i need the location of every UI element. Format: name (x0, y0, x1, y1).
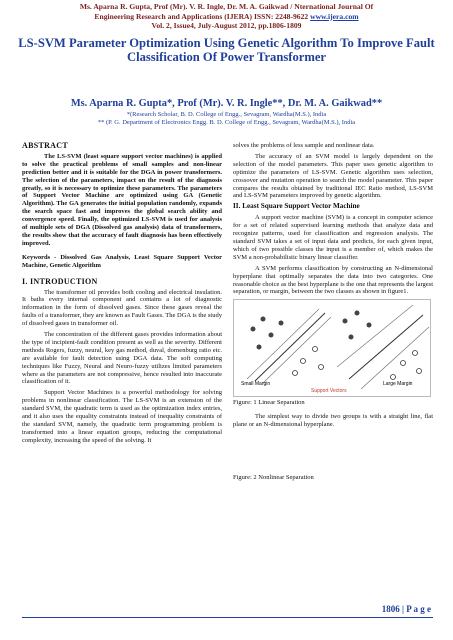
abstract-text: The LS-SVM (least square support vector machines) is applied to solve the practical problems of small samples and non-linear prediction better and it is suitable for the DGA in power transformers. The selection of the parameters, impact on the result of the diagnosis greatly, so it is necessary to optimize these parameters. The parameters of Support Vector Machine are optimized using GA (Genetic Algorithm). The GA generates the initial population randomly, expands the search space fast and improves the global search ability and convergence speed. Finally, the optimized LS-SVM is used for analysis of multiple sets of DGA (Dissolved gas analysis) data of transformers, the results show that the accuracy of fault diagnosis has been effectively improved. (22, 152, 222, 247)
data-point (349, 335, 354, 340)
right-paragraph-0: solves the problems of less sample and nonlinear data. (233, 142, 375, 149)
data-point (391, 375, 396, 380)
right-paragraph-4: The simplest way to divide two groups is with a straight line, flat plane or an N-dimensional hyperplane. (233, 413, 433, 429)
footer-rule (22, 617, 433, 618)
header-line-2 (10, 12, 443, 22)
right-paragraph-3: A SVM performs classification by constructing an N-dimensional hyperplane that optimally separates the data into two categories. One reasonable choice as the best hyperplane is the one that represents the largest separation, or margin, between the two classes as shown in figure1. (233, 264, 433, 296)
affiliation-1: *(Research Scholar, B. D. College of Engg., Sevagram, Wardha(M.S.), India (126, 111, 327, 118)
affiliation-2: ** (P. G. Department of Electronics Engg. B. D. College of Engg., Sevagram, Wardha(M.S.), India (97, 119, 356, 126)
intro-paragraph-1: The transformer oil provides both cooling and electrical insulation. It baths every internal component and contains a lot of diagnostic information in the form of dissolved gases. Since these gases reveal the faults of a transformer, they are known as Fault Gases. The DGA is the study of dissolved gases in transformer oil. (22, 288, 222, 328)
data-point (269, 333, 274, 338)
data-point (261, 317, 266, 322)
linear-separation-diagram (233, 299, 431, 397)
data-point (279, 321, 284, 326)
abstract-heading: ABSTRACT (22, 141, 68, 150)
intro-heading: I. INTRODUCTION (22, 276, 98, 286)
data-point (343, 319, 348, 324)
journal-header (10, 2, 443, 31)
data-point (355, 311, 360, 316)
figure-2-caption: Figure: 2 Nonlinear Separation (233, 474, 314, 482)
data-point (367, 323, 372, 328)
data-point (319, 365, 324, 370)
header-line-1: Ms. Aparna R. Gupta, Prof (Mr). V. R. Ingle, Dr. M. A. Gaikwad / Nternational Journal Of (79, 2, 374, 11)
keywords: Keywords - Dissolved Gas Analysis, Least Square Support Vector Machine, Genetic Algorithm (22, 253, 222, 269)
journal-link[interactable]: www.ijera.com (310, 11, 359, 21)
data-point (401, 361, 406, 366)
small-margin-label: Small Margin (241, 381, 271, 388)
author-list: Ms. Aparna R. Gupta*, Prof (Mr). V. R. Ingle**, Dr. M. A. Gaikwad** (70, 98, 383, 109)
paper-title: LS-SVM Parameter Optimization Using Genetic Algorithm To Improve Fault Classification Of Power Transformer (18, 36, 435, 64)
data-point (417, 369, 422, 374)
figure-linear-separation (233, 299, 431, 397)
data-point (257, 345, 262, 350)
affiliations (10, 111, 443, 127)
support-vectors-label: Support Vectors (311, 388, 347, 395)
right-paragraph-2: A support vector machine (SVM) is a concept in computer science for a set of related supervised learning methods that analyze data and recognize patterns, used for classification and regression analysis. The standard SVM takes a set of input data and predicts, for each given input, which of two possible classes the input is a member of, which makes the SVM a non-probabilistic binary linear classifier. (233, 214, 433, 261)
left-column (22, 142, 222, 448)
data-point (293, 371, 298, 376)
data-point (251, 327, 256, 332)
intro-paragraph-2: The concentration of the different gases provides information about the type of incipient-fault condition present as well as the severity. Different methods Rogers, fuzzy, neural, key gas method, duval, dornenburg ratio etc. are available for fault detection using DGA data. The soft computing techniques like Fuzzy, Neural and Neuro-fuzzy utilizes limited parameters where as the parameters are not compressive, hence resulted into inaccurate classification of it. (22, 331, 222, 386)
header-issn: Engineering Research and Applications (IJERA) ISSN: 2248-9622 (94, 11, 309, 21)
data-point (413, 351, 418, 356)
data-point (313, 347, 318, 352)
right-paragraph-1: The accuracy of an SVM model is largely dependent on the selection of the model parameters. This paper uses genetic algorithm to optimize the parameters of LS-SVM. Genetic algorithm uses selection, crossover and mutation operation to search the model parameter. This paper compares the results obtained by traditional IEC Ratio method, LS-SVM and LS-SVM parameters improved by genetic algorithm. (233, 152, 433, 200)
figure-2-space (233, 432, 431, 472)
data-point (301, 359, 306, 364)
intro-paragraph-3: Support Vector Machines is a powerful methodology for solving problems in nonlinear classification. The LS-SVM is an extension of the standard SVM, the quadratic term is used as the optimization index entries, and it also uses the equality constraints instead of inequality constraints of the standard SVM, namely, the quadratic term programming problem is transformed into a linear equation groups, reducing the computational complexity, increasing the speed of the solving. It (22, 389, 222, 444)
header-line-3: Vol. 2, Issue4, July-August 2012, pp.1806-1809 (151, 21, 302, 31)
right-column (233, 142, 433, 488)
page-number: 1806 | P a g e (381, 604, 431, 614)
figure-1-caption: Figure: 1 Linear Separation (233, 399, 305, 407)
large-margin-label: Large Margin (383, 381, 413, 388)
section-2-heading: II. Least Square Support Vector Machine (233, 202, 360, 211)
